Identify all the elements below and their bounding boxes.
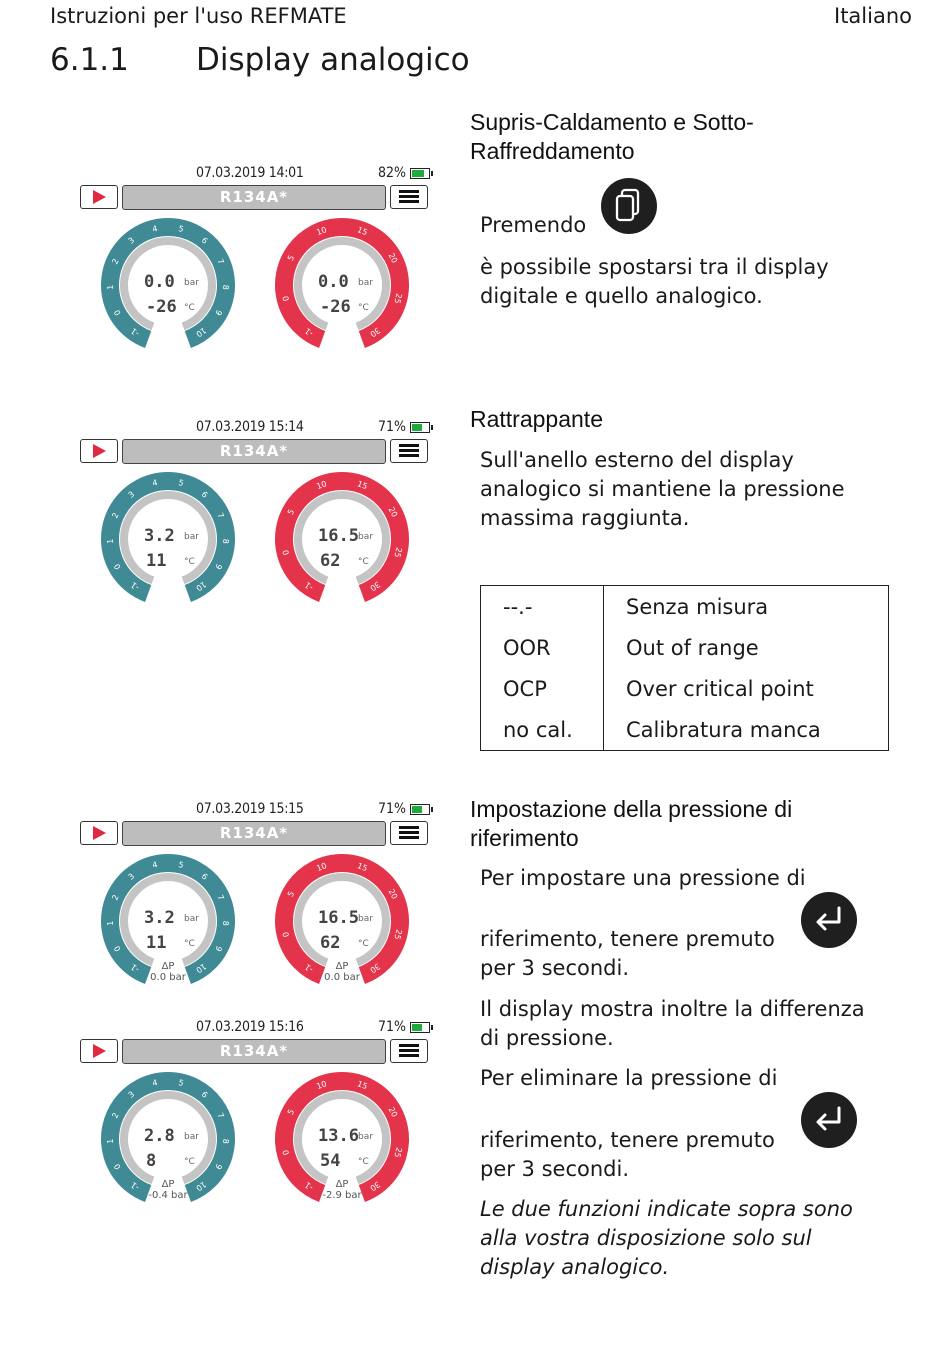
left-scale-label: 9 xyxy=(213,944,224,953)
right-delta-p-value: -2.9 xyxy=(322,1190,342,1201)
block3-text1-rest xyxy=(480,925,900,983)
datetime-label: 07.03.2019 15:14 xyxy=(196,419,304,435)
block3-title-line1: Impostazione della pressione di xyxy=(470,796,793,822)
right-delta-p-row xyxy=(316,1190,368,1201)
right-scale-label: 5 xyxy=(285,507,297,517)
right-scale-label: 30 xyxy=(368,579,382,593)
left-delta-p xyxy=(142,961,194,983)
right-delta-p-label: ΔP xyxy=(335,961,349,972)
left-scale-label: 9 xyxy=(213,1162,224,1171)
block1-text2-line1: è possibile spostarsi tra il display xyxy=(480,255,829,279)
right-scale-label: 20 xyxy=(386,1105,400,1119)
left-scale-label: 2 xyxy=(110,511,121,520)
device-screen xyxy=(78,419,432,619)
menu-bar xyxy=(399,836,419,839)
left-scale-label: 0 xyxy=(112,308,123,317)
right-delta-p xyxy=(316,961,368,983)
block3-text3-line3: per 3 secondi. xyxy=(480,1157,629,1181)
datetime-label: 07.03.2019 15:15 xyxy=(196,801,304,817)
left-gauge xyxy=(98,469,238,609)
battery-fill xyxy=(412,806,422,813)
left-temp-unit: °C xyxy=(184,939,195,949)
left-scale-label: 3 xyxy=(126,1089,137,1100)
left-delta-p xyxy=(142,1179,194,1201)
left-scale-label: 7 xyxy=(215,511,226,520)
left-temp-value: 11 xyxy=(146,551,167,571)
left-scale-label: 4 xyxy=(151,224,159,234)
status-legend-table xyxy=(480,585,889,751)
block3-text2-line1: Il display mostra inoltre la differenza xyxy=(480,997,865,1021)
right-pressure-value: 13.6 xyxy=(318,1126,359,1146)
battery-fill xyxy=(412,424,422,431)
right-scale-label: 0 xyxy=(281,1148,292,1157)
menu-bar xyxy=(399,190,419,193)
left-scale-label: 8 xyxy=(220,284,231,291)
left-temp-unit: °C xyxy=(184,303,195,313)
left-gauge xyxy=(98,1069,238,1209)
block3-text3-line2: riferimento, tenere premuto xyxy=(480,1128,775,1152)
battery-label: 71% xyxy=(378,1019,406,1035)
right-scale-label: 5 xyxy=(285,253,297,263)
datetime-label: 07.03.2019 14:01 xyxy=(196,165,304,181)
battery-label: 82% xyxy=(378,165,406,181)
left-temp-value: 8 xyxy=(146,1151,157,1171)
right-scale-label: -1 xyxy=(303,326,315,339)
status-bar xyxy=(78,801,432,819)
right-scale-label: -1 xyxy=(303,580,315,593)
left-scale-label: 0 xyxy=(112,562,123,571)
section-number: 6.1.1 xyxy=(50,42,129,78)
device-screen xyxy=(78,1019,432,1219)
right-scale-label: 15 xyxy=(355,861,369,874)
right-pressure-unit: bar xyxy=(358,914,373,924)
block3-title xyxy=(470,795,792,853)
left-scale-label: 7 xyxy=(215,893,226,902)
left-scale-label: 2 xyxy=(110,893,121,902)
left-scale-label: 4 xyxy=(151,1078,159,1088)
refrigerant-selector[interactable]: R134A* xyxy=(122,821,386,846)
block1-text2-line2: digitale e quello analogico. xyxy=(480,284,763,308)
play-button[interactable] xyxy=(80,821,118,845)
right-scale-label: 30 xyxy=(368,1179,382,1193)
menu-bar xyxy=(399,444,419,447)
left-temp-unit: °C xyxy=(184,1157,195,1167)
left-pressure-unit: bar xyxy=(184,278,199,288)
left-scale-label: 8 xyxy=(220,1138,231,1145)
left-scale-label: -1 xyxy=(129,1180,141,1193)
right-scale-label: 0 xyxy=(281,294,292,303)
block3-text2 xyxy=(480,995,900,1053)
right-scale-label: 15 xyxy=(355,225,369,238)
left-scale-label: 5 xyxy=(177,224,185,234)
left-scale-label: 4 xyxy=(151,478,159,488)
block2-text-line2: analogico si mantiene la pressione xyxy=(480,477,845,501)
legend-code: --.- xyxy=(481,586,604,628)
left-delta-p-value: 0.0 xyxy=(150,972,167,983)
battery-label: 71% xyxy=(378,801,406,817)
block3-text1-line3: per 3 secondi. xyxy=(480,956,629,980)
menu-bar xyxy=(399,449,419,452)
left-delta-p-row xyxy=(142,972,194,983)
left-pressure-value: 0.0 xyxy=(144,272,175,292)
right-temp-unit: °C xyxy=(358,303,369,313)
right-temp-value: 62 xyxy=(320,933,341,953)
left-scale-label: 2 xyxy=(110,1111,121,1120)
right-delta-p-row xyxy=(316,972,368,983)
right-scale-label: 5 xyxy=(285,889,297,899)
left-gauge xyxy=(98,851,238,991)
play-button[interactable] xyxy=(80,185,118,209)
left-scale-label: 2 xyxy=(110,257,121,266)
refrigerant-selector[interactable]: R134A* xyxy=(122,1039,386,1064)
header-left: Istruzioni per l'uso REFMATE xyxy=(50,4,347,28)
left-scale-label: 9 xyxy=(213,308,224,317)
battery-icon xyxy=(410,804,430,815)
left-scale-label: 4 xyxy=(151,860,159,870)
section-title: Display analogico xyxy=(196,42,470,78)
right-scale-label: 10 xyxy=(315,861,329,874)
legend-desc: Out of range xyxy=(626,635,759,660)
right-delta-p-unit: bar xyxy=(343,972,360,983)
device-screen xyxy=(78,801,432,1001)
right-scale-label: 25 xyxy=(392,546,404,559)
battery-label: 71% xyxy=(378,419,406,435)
left-delta-p-unit: bar xyxy=(169,972,186,983)
right-scale-label: 20 xyxy=(386,251,400,265)
right-scale-label: 25 xyxy=(392,928,404,941)
right-scale-label: 15 xyxy=(355,1079,369,1092)
right-scale-label: -1 xyxy=(303,962,315,975)
left-scale-label: -1 xyxy=(129,962,141,975)
right-temp-value: 54 xyxy=(320,1151,341,1171)
menu-button[interactable] xyxy=(390,821,428,845)
block3-title-line2: riferimento xyxy=(470,825,579,851)
left-scale-label: 3 xyxy=(126,235,137,246)
legend-desc: Calibratura manca xyxy=(626,717,821,742)
right-temp-value: -26 xyxy=(320,297,351,317)
right-gauge xyxy=(272,1069,412,1209)
left-scale-label: 6 xyxy=(199,1089,210,1100)
left-delta-p-label: ΔP xyxy=(161,1179,175,1190)
battery-icon xyxy=(410,1022,430,1033)
left-scale-label: 7 xyxy=(215,257,226,266)
left-pressure-unit: bar xyxy=(184,1132,199,1142)
menu-bar xyxy=(399,826,419,829)
right-scale-label: 0 xyxy=(281,548,292,557)
left-gauge xyxy=(98,215,238,355)
refrigerant-selector[interactable]: R134A* xyxy=(122,185,386,210)
refrigerant-selector[interactable]: R134A* xyxy=(122,439,386,464)
left-delta-p-unit: bar xyxy=(171,1190,188,1201)
block1-title xyxy=(470,108,754,166)
right-scale-label: 25 xyxy=(392,1146,404,1159)
left-scale-label: 9 xyxy=(213,562,224,571)
right-delta-p-unit: bar xyxy=(345,1190,362,1201)
right-temp-unit: °C xyxy=(358,939,369,949)
datetime-label: 07.03.2019 15:16 xyxy=(196,1019,304,1035)
block1-title-line2: Raffreddamento xyxy=(470,138,635,164)
play-button[interactable] xyxy=(80,1039,118,1063)
legend-row xyxy=(481,709,889,751)
block3-note-line1: Le due funzioni indicate sopra sono xyxy=(480,1197,853,1221)
block3-note xyxy=(480,1195,900,1282)
menu-bar xyxy=(399,200,419,203)
legend-code: OOR xyxy=(481,627,604,668)
right-scale-label: 30 xyxy=(368,325,382,339)
block1-text2 xyxy=(480,253,900,311)
left-scale-label: 6 xyxy=(199,489,210,500)
right-scale-label: 25 xyxy=(392,292,404,305)
right-gauge xyxy=(272,215,412,355)
header-right: Italiano xyxy=(834,4,912,28)
left-pressure-value: 2.8 xyxy=(144,1126,175,1146)
right-pressure-unit: bar xyxy=(358,278,373,288)
status-bar xyxy=(78,165,432,183)
legend-desc: Over critical point xyxy=(626,676,814,701)
right-scale-label: 30 xyxy=(368,961,382,975)
block3-text3-line1: Per eliminare la pressione di xyxy=(480,1066,778,1090)
block2-text xyxy=(480,446,900,533)
left-scale-label: 7 xyxy=(215,1111,226,1120)
left-scale-label: 1 xyxy=(105,284,116,291)
right-pressure-unit: bar xyxy=(358,532,373,542)
left-scale-label: 8 xyxy=(220,920,231,927)
left-scale-label: -1 xyxy=(129,580,141,593)
right-scale-label: 20 xyxy=(386,505,400,519)
block3-text1-line2: riferimento, tenere premuto xyxy=(480,927,775,951)
left-scale-label: 10 xyxy=(194,961,208,975)
battery-fill xyxy=(412,1024,422,1031)
right-scale-label: -1 xyxy=(303,1180,315,1193)
menu-bar xyxy=(399,195,419,198)
right-scale-label: 15 xyxy=(355,479,369,492)
left-scale-label: 0 xyxy=(112,1162,123,1171)
left-scale-label: 5 xyxy=(177,1078,185,1088)
left-scale-label: 1 xyxy=(105,1138,116,1145)
right-scale-label: 5 xyxy=(285,1107,297,1117)
menu-button[interactable] xyxy=(390,439,428,463)
left-scale-label: 5 xyxy=(177,860,185,870)
left-pressure-value: 3.2 xyxy=(144,526,175,546)
block2-text-line1: Sull'anello esterno del display xyxy=(480,448,794,472)
block3-note-line3: display analogico. xyxy=(480,1255,670,1279)
left-scale-label: 10 xyxy=(194,1179,208,1193)
left-delta-p-value: -0.4 xyxy=(148,1190,168,1201)
device-screen xyxy=(78,165,432,365)
menu-bar xyxy=(399,831,419,834)
right-pressure-value: 16.5 xyxy=(318,526,359,546)
left-scale-label: 3 xyxy=(126,871,137,882)
block2-text-line3: massima raggiunta. xyxy=(480,506,690,530)
menu-bar xyxy=(399,1054,419,1057)
left-pressure-unit: bar xyxy=(184,914,199,924)
legend-row xyxy=(481,627,889,668)
block1-text1: Premendo xyxy=(480,213,587,237)
battery-fill xyxy=(412,170,424,177)
switch-view-icon xyxy=(601,178,657,234)
left-scale-label: 1 xyxy=(105,538,116,545)
left-temp-value: 11 xyxy=(146,933,167,953)
legend-code: OCP xyxy=(481,668,604,709)
menu-button[interactable] xyxy=(390,1039,428,1063)
right-scale-label: 20 xyxy=(386,887,400,901)
play-button[interactable] xyxy=(80,439,118,463)
status-bar xyxy=(78,1019,432,1037)
left-scale-label: 6 xyxy=(199,871,210,882)
status-bar xyxy=(78,419,432,437)
right-delta-p-label: ΔP xyxy=(335,1179,349,1190)
battery-icon xyxy=(410,422,430,433)
left-scale-label: 6 xyxy=(199,235,210,246)
left-scale-label: 10 xyxy=(194,325,208,339)
left-scale-label: 8 xyxy=(220,538,231,545)
left-temp-value: -26 xyxy=(146,297,177,317)
left-delta-p-label: ΔP xyxy=(161,961,175,972)
left-pressure-unit: bar xyxy=(184,532,199,542)
right-scale-label: 0 xyxy=(281,930,292,939)
block1-title-line1: Supris-Caldamento e Sotto- xyxy=(470,109,754,135)
left-delta-p-row xyxy=(142,1190,194,1201)
legend-desc: Senza misura xyxy=(626,594,769,619)
block3-text2-line2: di pressione. xyxy=(480,1026,614,1050)
right-pressure-value: 0.0 xyxy=(318,272,349,292)
right-pressure-unit: bar xyxy=(358,1132,373,1142)
left-scale-label: 3 xyxy=(126,489,137,500)
left-scale-label: 5 xyxy=(177,478,185,488)
menu-bar xyxy=(399,1049,419,1052)
menu-bar xyxy=(399,454,419,457)
left-pressure-value: 3.2 xyxy=(144,908,175,928)
right-gauge xyxy=(272,851,412,991)
legend-code: no cal. xyxy=(481,709,604,751)
menu-button[interactable] xyxy=(390,185,428,209)
left-scale-label: 1 xyxy=(105,920,116,927)
menu-bar xyxy=(399,1044,419,1047)
right-scale-label: 10 xyxy=(315,225,329,238)
right-delta-p-value: 0.0 xyxy=(324,972,341,983)
left-scale-label: 10 xyxy=(194,579,208,593)
block2-title: Rattrappante xyxy=(470,406,603,432)
right-gauge xyxy=(272,469,412,609)
legend-row xyxy=(481,586,889,628)
right-temp-unit: °C xyxy=(358,1157,369,1167)
left-temp-unit: °C xyxy=(184,557,195,567)
legend-row xyxy=(481,668,889,709)
right-scale-label: 10 xyxy=(315,479,329,492)
block3-text3-rest xyxy=(480,1126,900,1184)
left-scale-label: 0 xyxy=(112,944,123,953)
right-delta-p xyxy=(316,1179,368,1201)
right-scale-label: 10 xyxy=(315,1079,329,1092)
right-pressure-value: 16.5 xyxy=(318,908,359,928)
right-temp-value: 62 xyxy=(320,551,341,571)
right-temp-unit: °C xyxy=(358,557,369,567)
block3-text1-line1: Per impostare una pressione di xyxy=(480,866,806,890)
battery-icon xyxy=(410,168,430,179)
left-scale-label: -1 xyxy=(129,326,141,339)
block3-note-line2: alla vostra disposizione solo sul xyxy=(480,1226,812,1250)
